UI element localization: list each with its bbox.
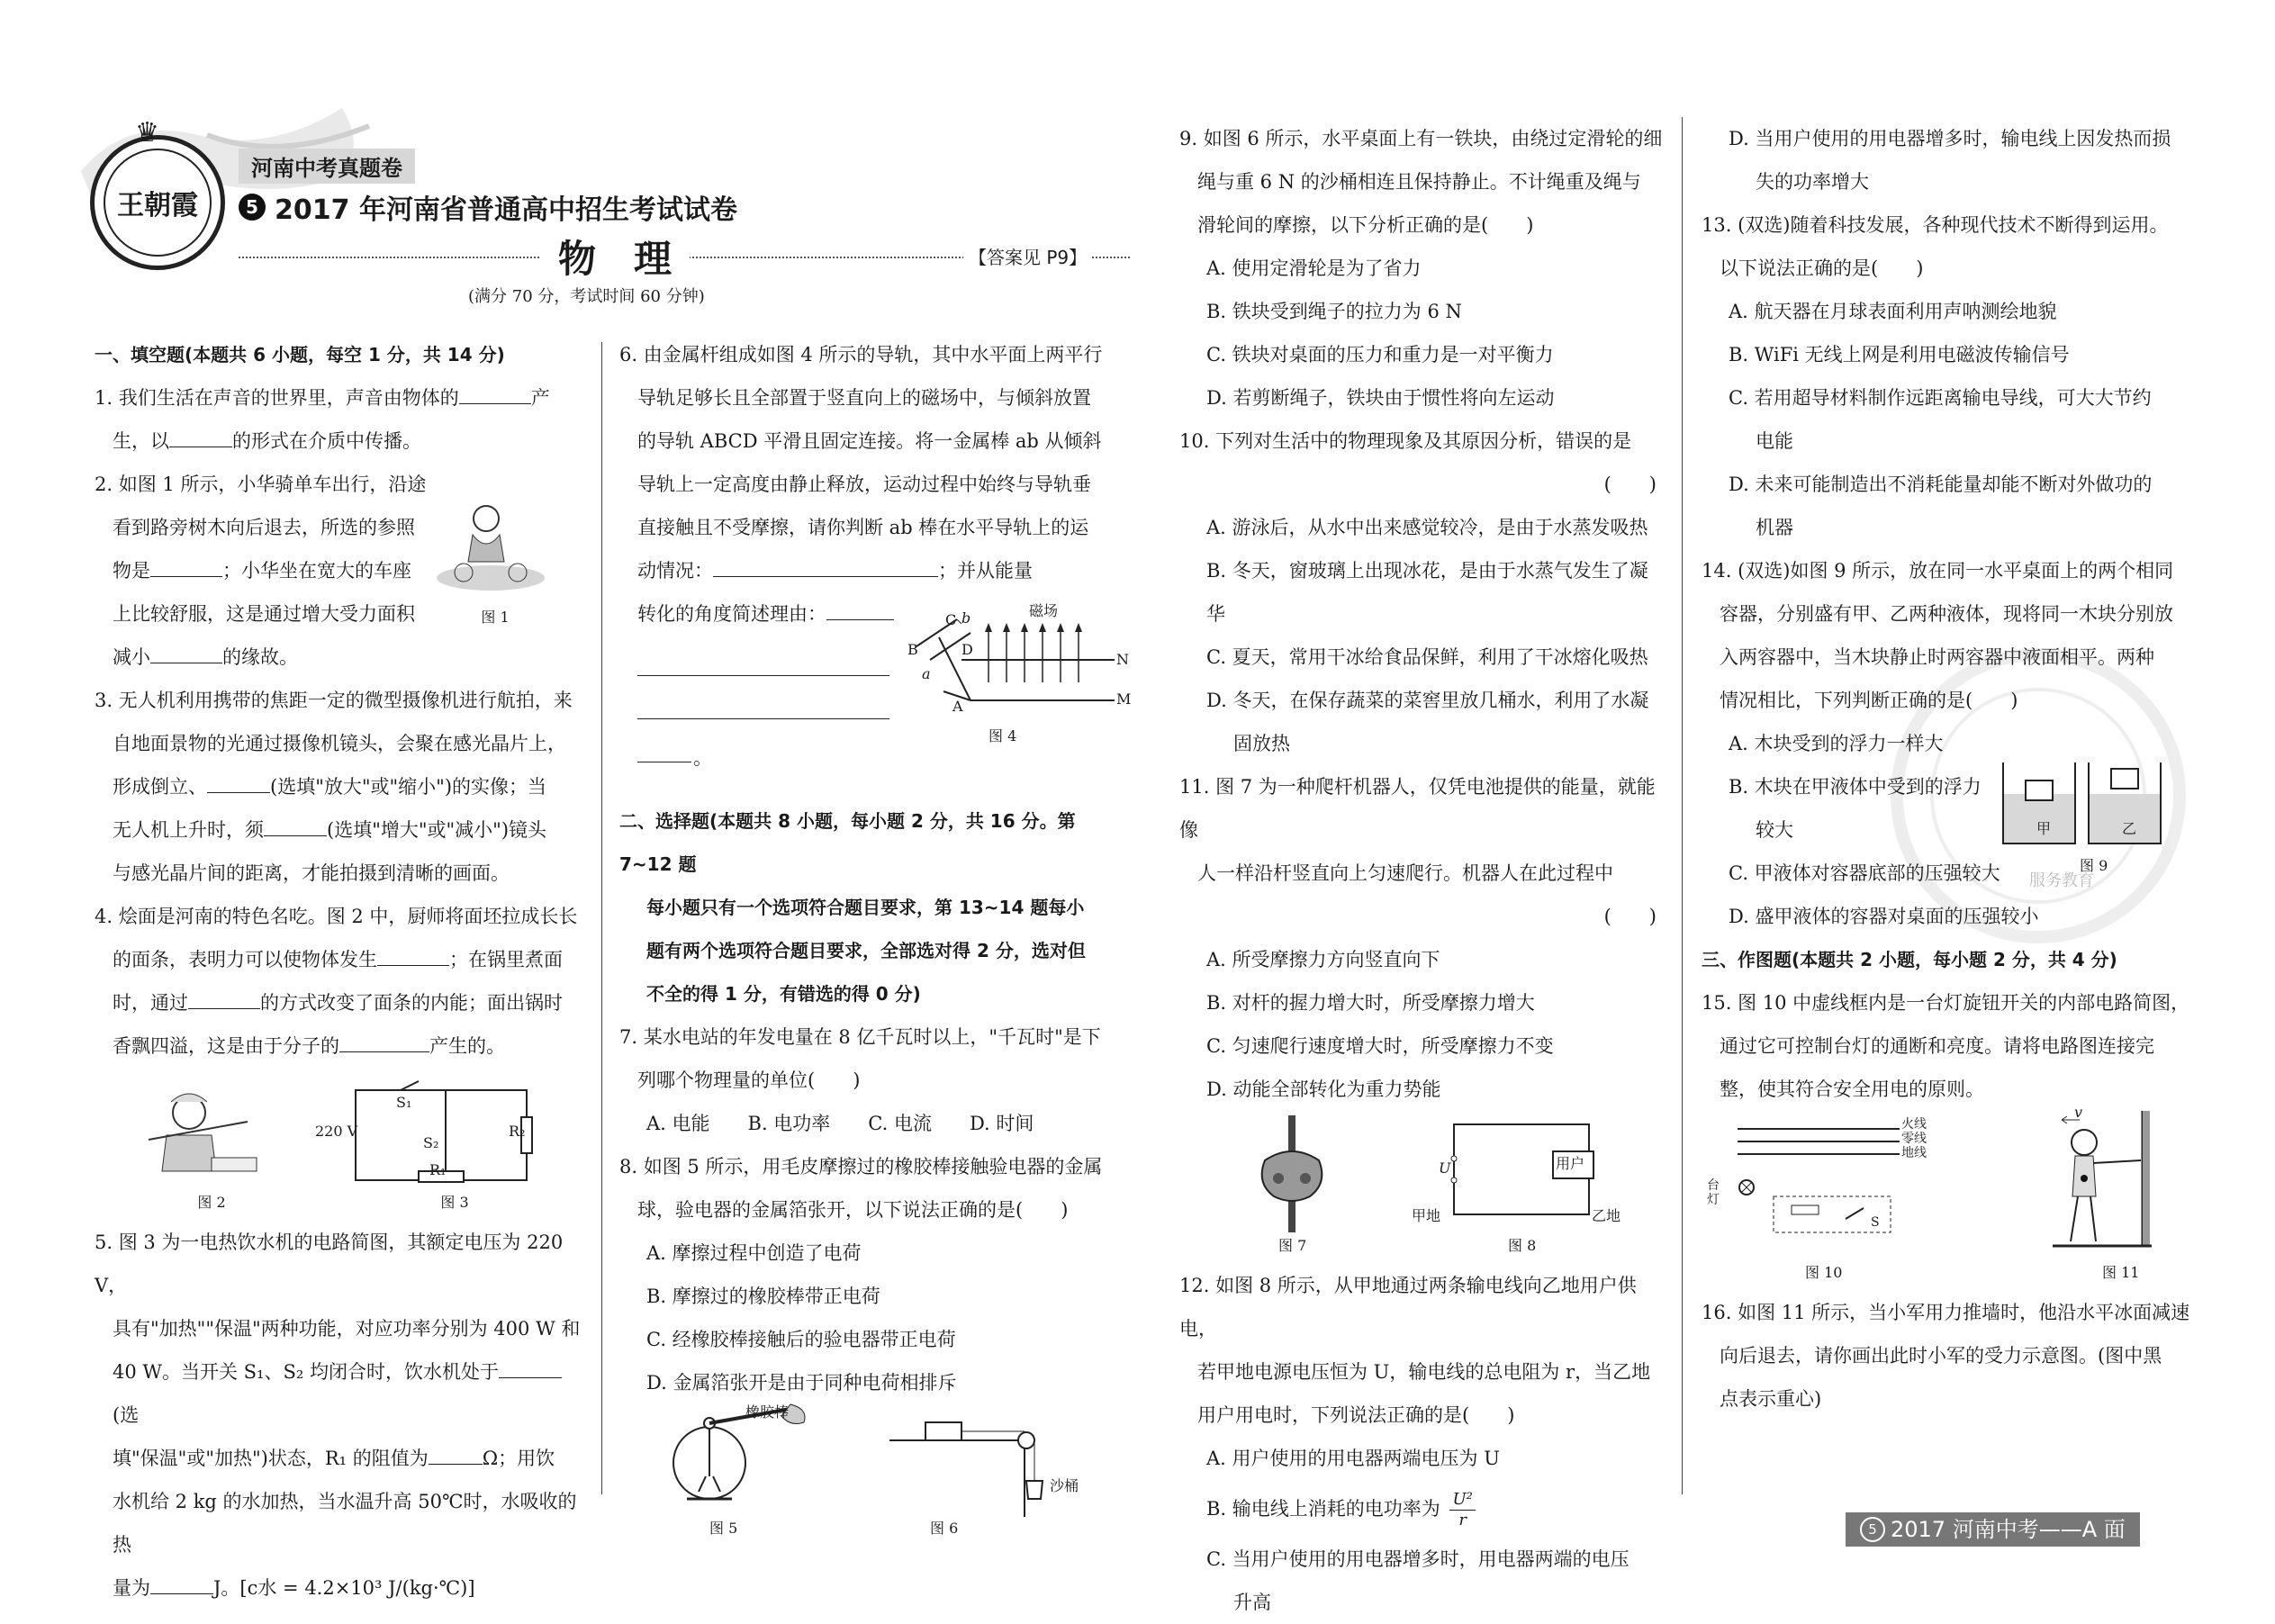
fig8-label: 甲地 bbox=[1412, 1207, 1441, 1224]
answer-blank[interactable] bbox=[339, 1032, 429, 1052]
fig10-label: 地线 bbox=[1901, 1146, 1927, 1160]
question-text: 量为 J。[c水 = 4.2×10³ J/(kg·℃)] bbox=[95, 1566, 581, 1610]
circuit-label: S₂ bbox=[423, 1134, 439, 1151]
question-text: 香飘四溢，这是由于分子的 产生的。 bbox=[95, 1024, 581, 1068]
question-5: 5. 图 3 为一电热饮水机的电路简图，其额定电压为 220 V， bbox=[95, 1232, 564, 1296]
figures-10-11 bbox=[1702, 1104, 2206, 1291]
question-text: 水机给 2 kg 的水加热，当水温升高 50℃时，水吸收的热 bbox=[113, 1491, 577, 1556]
exam-title-row bbox=[239, 187, 737, 227]
figure-10-wiring[interactable] bbox=[1720, 1117, 1927, 1246]
question-text: 具有"加热""保温"两种功能，对应功率分别为 400 W 和 bbox=[113, 1318, 581, 1340]
question-text: 若甲地电源电压恒为 U，输电线的总电阻为 r，当乙地 bbox=[1197, 1361, 1651, 1383]
option-a[interactable]: A. 航天器在月球表面利用声呐测绘地貌 bbox=[1729, 301, 2057, 322]
figure-4-rails bbox=[907, 601, 1124, 718]
fig4-label: B bbox=[907, 641, 918, 658]
question-text: 通过它可控制台灯的通断和亮度。请将电路图连接完 bbox=[1720, 1035, 2154, 1057]
question-text: 用户用电时，下列说法正确的是( ) bbox=[1197, 1404, 1515, 1426]
column-rule bbox=[601, 342, 602, 1494]
option-text: 失的功率增大 bbox=[1756, 171, 1869, 193]
figure-2-chef bbox=[149, 1086, 257, 1185]
q6-answer-area bbox=[619, 592, 1132, 799]
question-text: 容器，分别盛有甲、乙两种液体，现将同一木块分别放 bbox=[1720, 603, 2173, 625]
section-heading: 不全的得 1 分，有错选的得 0 分) bbox=[646, 983, 921, 1005]
column-4 bbox=[1702, 117, 2206, 1421]
question-1-line2: 生，以 的形式在介质中传播。 bbox=[95, 420, 581, 463]
figure-11-boy-wall bbox=[2044, 1111, 2170, 1255]
fig6-label: 沙桶 bbox=[1050, 1477, 1079, 1494]
logo-name: 王朝霞 bbox=[117, 190, 198, 221]
question-text: 导轨足够长且全部置于竖直向上的磁场中，与倾斜放置 bbox=[637, 387, 1091, 409]
circuit-label: R₁ bbox=[429, 1161, 447, 1178]
answer-blank[interactable] bbox=[499, 1358, 562, 1378]
column-1 bbox=[95, 333, 581, 1610]
question-text: 转化的角度简述理由： bbox=[619, 592, 1124, 636]
option-b[interactable]: B. 冬天，窗玻璃上出现冰花，是由于水蒸气发生了凝华 bbox=[1206, 560, 1648, 625]
fig4-label: M bbox=[1116, 690, 1132, 708]
fig10-label: 零线 bbox=[1901, 1132, 1927, 1146]
option-d[interactable]: D. 若剪断绳子，铁块由于惯性将向左运动 bbox=[1206, 387, 1555, 409]
question-14-options bbox=[1702, 722, 2206, 938]
answer-blank[interactable] bbox=[150, 556, 222, 577]
question-text: 减小 的缘故。 bbox=[95, 636, 581, 679]
answer-blank[interactable] bbox=[264, 816, 327, 836]
question-text: 人一样沿杆竖直向上匀速爬行。机器人在此过程中 bbox=[1197, 862, 1613, 884]
question-text: 情况相比，下列判断正确的是( ) bbox=[1720, 690, 2018, 711]
figure-6-pulley bbox=[889, 1413, 1070, 1521]
fraction-denominator: r bbox=[1458, 1511, 1467, 1529]
answer-blank[interactable] bbox=[713, 556, 938, 577]
fig4-label: A bbox=[952, 698, 963, 715]
fig4-label: N bbox=[1116, 651, 1129, 668]
question-text: 导轨上一定高度由静止释放，运动过程中始终与导轨垂 bbox=[637, 474, 1091, 495]
question-text: 整，使其符合安全用电的原则。 bbox=[1720, 1078, 1984, 1100]
fig4-label: C bbox=[945, 611, 957, 628]
figure-1-cyclist bbox=[437, 499, 554, 598]
option-d[interactable]: D. 未来可能制造出不消耗能量却能不断对外做功的 bbox=[1729, 474, 2153, 495]
option-c[interactable]: C. 匀速爬行速度增大时，所受摩擦力不变 bbox=[1206, 1035, 1554, 1057]
section-heading: 题有两个选项符合题目要求，全部选对得 2 分，选对但 bbox=[646, 940, 1086, 961]
fig9-label: 甲 bbox=[2036, 820, 2052, 837]
question-text: 2. 如图 1 所示，小华骑单车出行，沿途 bbox=[95, 474, 427, 495]
figure-3-circuit bbox=[347, 1081, 563, 1189]
fig10-label: S bbox=[1871, 1215, 1880, 1230]
answer-blank[interactable] bbox=[429, 1444, 483, 1465]
question-text: ( ) bbox=[1603, 906, 1657, 927]
question-12: 12. 如图 8 所示，从甲地通过两条输电线向乙地用户供电， bbox=[1179, 1275, 1637, 1340]
question-text: 上比较舒服，这是通过增大受力面积 bbox=[113, 603, 415, 625]
exam-title: 2017 年河南省普通高中招生考试试卷 bbox=[275, 194, 737, 226]
option-c[interactable]: C. 当用户使用的用电器增多时，用电器两端的电压 bbox=[1206, 1548, 1630, 1570]
question-15: 15. 图 10 中虚线框内是一台灯旋钮开关的内部电路简图， bbox=[1702, 992, 2190, 1014]
option-c[interactable]: C. 夏天，常用干冰给食品保鲜，利用了干冰熔化吸热 bbox=[1206, 646, 1648, 668]
figure-caption: 图 8 bbox=[1508, 1237, 1537, 1254]
question-text: 自地面景物的光通过摄像机镜头，会聚在感光晶片上， bbox=[113, 733, 566, 754]
question-7: 7. 某水电站的年发电量在 8 亿千瓦时以上，"千瓦时"是下 bbox=[619, 1026, 1101, 1048]
option-b[interactable]: B. 摩擦过的橡胶棒带正电荷 bbox=[646, 1286, 880, 1307]
question-3: 3. 无人机利用携带的焦距一定的微型摄像机进行航拍，来 bbox=[95, 690, 573, 711]
question-16: 16. 如图 11 所示，当小军用力推墙时，他沿水平冰面减速 bbox=[1702, 1302, 2190, 1323]
answer-blank[interactable] bbox=[207, 772, 270, 793]
question-text: 看到路旁树木向后退去，所选的参照 bbox=[113, 517, 415, 538]
question-text: 的导轨 ABCD 平滑且固定连接。将一金属棒 ab 从倾斜 bbox=[637, 430, 1102, 452]
option-text: 固放热 bbox=[1233, 733, 1290, 754]
figure-caption: 图 3 bbox=[440, 1194, 469, 1211]
option-a[interactable]: A. 木块受到的浮力一样大 bbox=[1729, 733, 1944, 754]
answer-ref: 【答案见 P9】 bbox=[963, 243, 1092, 269]
figure-caption: 图 9 bbox=[2080, 857, 2108, 874]
fig4-label: b bbox=[961, 609, 971, 627]
answer-blank[interactable] bbox=[169, 427, 232, 447]
option-a[interactable]: A. 所受摩擦力方向竖直向下 bbox=[1206, 949, 1440, 970]
figure-caption: 图 2 bbox=[197, 1194, 226, 1211]
option-c[interactable]: C. 铁块对桌面的压力和重力是一对平衡力 bbox=[1206, 344, 1554, 365]
question-text: 40 W。当开关 S₁、S₂ 均闭合时，饮水机处于(选 bbox=[95, 1350, 581, 1437]
option-a[interactable]: A. 游泳后，从水中出来感觉较冷，是由于水蒸发吸热 bbox=[1206, 517, 1648, 538]
section-heading: 一、填空题(本题共 6 小题，每空 1 分，共 14 分) bbox=[95, 344, 505, 365]
logo-badge bbox=[90, 135, 225, 270]
question-text: 无人机上升时，须 (选填"增大"或"减小")镜头 bbox=[95, 808, 581, 852]
question-text: 向后退去，请你画出此时小军的受力示意图。(图中黑 bbox=[1720, 1345, 2162, 1367]
series-label: 河南中考真题卷 bbox=[239, 149, 415, 184]
answer-blank[interactable] bbox=[637, 699, 889, 719]
fraction-numerator: U² bbox=[1449, 1490, 1475, 1511]
figure-caption: 图 6 bbox=[930, 1520, 959, 1537]
option-b[interactable]: B. 木块在甲液体中受到的浮力 bbox=[1729, 776, 1982, 798]
question-text: 绳与重 6 N 的沙桶相连且保持静止。不计绳重及绳与 bbox=[1197, 171, 1641, 193]
question-4: 4. 烩面是河南的特色名吃。图 2 中，厨师将面坯拉成长长 bbox=[95, 906, 578, 927]
question-text: 直接触且不受摩擦，请你判断 ab 棒在水平导轨上的运 bbox=[637, 517, 1089, 538]
option-d[interactable]: D. 金属箔张开是由于同种电荷相排斥 bbox=[646, 1372, 957, 1394]
question-text: 时，通过 的方式改变了面条的内能；面出锅时 bbox=[95, 981, 581, 1024]
question-text: 的面条，表明力可以使物体发生 ；在锅里煮面 bbox=[95, 938, 581, 981]
header bbox=[72, 99, 1134, 315]
question-text: 与感光晶片间的距离，才能拍摄到清晰的画面。 bbox=[113, 862, 510, 884]
question-text: 点表示重心) bbox=[1720, 1388, 1822, 1410]
option-c[interactable]: C. 经橡胶棒接触后的验电器带正电荷 bbox=[646, 1329, 956, 1350]
figure-caption: 图 1 bbox=[481, 609, 510, 626]
answer-blank[interactable] bbox=[377, 945, 449, 966]
option-text: 电能 bbox=[1756, 430, 1793, 452]
option-b[interactable]: B. 铁块受到绳子的拉力为 6 N bbox=[1206, 301, 1462, 322]
question-7-options[interactable]: A. 电能 B. 电功率 C. 电流 D. 时间 bbox=[646, 1113, 1034, 1134]
question-14: 14. (双选)如图 9 所示，放在同一水平桌面上的两个相同 bbox=[1702, 560, 2174, 582]
option-c[interactable]: C. 若用超导材料制作远距离输电导线，可大大节约 bbox=[1729, 387, 2152, 409]
question-text: 球，验电器的金属箔张开，以下说法正确的是( ) bbox=[637, 1199, 1069, 1221]
question-text: 填"保温"或"加热")状态，R₁ 的阻值为 Ω；用饮 bbox=[95, 1437, 581, 1480]
figures-5-6 bbox=[619, 1404, 1124, 1539]
fig4-label: 磁场 bbox=[1029, 602, 1059, 619]
question-6: 6. 由金属杆组成如图 4 所示的导轨，其中水平面上两平行 bbox=[619, 344, 1103, 365]
fig11-label: v bbox=[2074, 1104, 2083, 1121]
figure-5-electroscope bbox=[655, 1409, 817, 1517]
column-rule bbox=[1682, 117, 1683, 1494]
subject-title: 物 理 bbox=[540, 230, 690, 284]
fig8-label: 用户 bbox=[1556, 1155, 1585, 1172]
option-c[interactable]: C. 甲液体对容器底部的压强较大 bbox=[1729, 862, 2000, 884]
option-b[interactable]: B. WiFi 无线上网是利用电磁波传输信号 bbox=[1729, 344, 2070, 365]
figure-caption: 图 4 bbox=[989, 727, 1017, 744]
option-text: 升高 bbox=[1233, 1592, 1271, 1613]
section-heading: 三、作图题(本题共 2 小题，每小题 2 分，共 4 分) bbox=[1702, 949, 2117, 970]
figure-9-containers bbox=[1999, 758, 2170, 848]
fig10-label: 火线 bbox=[1901, 1117, 1927, 1132]
section-heading: 二、选择题(本题共 8 小题，每小题 2 分，共 16 分。第 7~12 题 bbox=[619, 810, 1076, 875]
question-text: 滑轮间的摩擦，以下分析正确的是( ) bbox=[1197, 214, 1534, 236]
question-text: 列哪个物理量的单位( ) bbox=[637, 1069, 861, 1091]
answer-blank[interactable] bbox=[150, 643, 222, 663]
option-text: 机器 bbox=[1756, 517, 1793, 538]
option-a[interactable]: A. 用户使用的用电器两端电压为 U bbox=[1206, 1448, 1500, 1469]
answer-blank[interactable] bbox=[150, 1574, 213, 1594]
answer-blank[interactable] bbox=[637, 655, 889, 676]
answer-blank[interactable] bbox=[188, 988, 260, 1009]
circuit-label: 220 V bbox=[315, 1123, 358, 1140]
column-3 bbox=[1179, 117, 1666, 1624]
page-footer bbox=[1846, 1512, 2140, 1547]
question-1: 1. 我们生活在声音的世界里，声音由物体的 产 bbox=[95, 376, 581, 420]
option-d[interactable]: D. 当用户使用的用电器增多时，输电线上因发热而损 bbox=[1729, 128, 2171, 149]
fig9-label: 乙 bbox=[2122, 820, 2137, 837]
figure-caption: 图 5 bbox=[709, 1520, 738, 1537]
figure-7-robot bbox=[1247, 1115, 1337, 1232]
answer-blank[interactable] bbox=[459, 383, 531, 404]
figures-2-3 bbox=[95, 1068, 581, 1221]
option-text: B. 输电线上消耗的电功率为 bbox=[1206, 1498, 1440, 1520]
answer-blank[interactable] bbox=[826, 600, 894, 620]
question-text: 。 bbox=[693, 747, 712, 769]
option-a[interactable]: A. 摩擦过程中创造了电荷 bbox=[646, 1242, 862, 1264]
fig8-label: 乙地 bbox=[1592, 1207, 1621, 1224]
section-heading: 每小题只有一个选项符合题目要求，第 13~14 题每小 bbox=[646, 897, 1085, 918]
question-text: 以下说法正确的是( ) bbox=[1720, 257, 1924, 279]
fraction bbox=[1449, 1490, 1475, 1530]
crown-icon: ♛ bbox=[135, 117, 159, 149]
question-11: 11. 图 7 为一种爬杆机器人，仅凭电池提供的能量，就能像 bbox=[1179, 776, 1656, 841]
circuit-label: R₂ bbox=[509, 1123, 526, 1140]
circuit-label: S₁ bbox=[396, 1094, 412, 1111]
option-d[interactable]: D. 盛甲液体的容器对桌面的压强较小 bbox=[1729, 906, 2039, 927]
figure-8-circuit bbox=[1445, 1124, 1607, 1223]
question-text: 入两容器中，当木块静止时两容器中液面相平。两种 bbox=[1720, 646, 2154, 668]
fig8-label: U bbox=[1439, 1159, 1451, 1177]
figure-caption: 图 7 bbox=[1278, 1237, 1307, 1254]
fig5-label: 橡胶棒 bbox=[745, 1403, 790, 1421]
question-8: 8. 如图 5 所示，用毛皮摩擦过的橡胶棒接触验电器的金属 bbox=[619, 1156, 1103, 1177]
column-2 bbox=[619, 333, 1132, 1539]
footer-badge: 5 bbox=[1860, 1517, 1885, 1542]
question-2 bbox=[95, 463, 581, 679]
question-text: 形成倒立、 (选填"放大"或"缩小")的实像；当 bbox=[95, 765, 581, 808]
figure-caption: 图 10 bbox=[1805, 1264, 1843, 1281]
fig10-label: 台灯 bbox=[1707, 1178, 1720, 1207]
figures-7-8 bbox=[1179, 1111, 1666, 1264]
question-13: 13. (双选)随着科技发展，各种现代技术不断得到运用。 bbox=[1702, 214, 2169, 236]
fig4-label: a bbox=[922, 665, 931, 682]
option-b[interactable]: B. 对杆的握力增大时，所受摩擦力增大 bbox=[1206, 992, 1535, 1014]
question-text: 物是 ；小华坐在宽大的车座 bbox=[95, 549, 581, 592]
option-d[interactable]: D. 冬天，在保存蔬菜的菜窖里放几桶水，利用了水凝 bbox=[1206, 690, 1649, 711]
option-b[interactable] bbox=[1179, 1480, 1666, 1538]
watermark-text: 服务教育 bbox=[2029, 871, 2094, 890]
option-text: 较大 bbox=[1756, 819, 1793, 841]
footer-text: 2017 河南中考——A 面 bbox=[1891, 1517, 2126, 1542]
question-text: 动情况： ；并从能量 bbox=[619, 549, 1124, 592]
answer-blank[interactable] bbox=[637, 742, 691, 762]
figure-caption: 图 11 bbox=[2102, 1264, 2140, 1281]
question-10: 10. 下列对生活中的物理现象及其原因分析，错误的是 bbox=[1179, 430, 1632, 452]
question-9: 9. 如图 6 所示，水平桌面上有一铁块，由绕过定滑轮的细 bbox=[1179, 128, 1663, 149]
fig4-label: D bbox=[961, 641, 973, 658]
question-text: ( ) bbox=[1603, 474, 1657, 495]
option-d[interactable]: D. 动能全部转化为重力势能 bbox=[1206, 1078, 1441, 1100]
option-a[interactable]: A. 使用定滑轮是为了省力 bbox=[1206, 257, 1422, 279]
badge-number: 5 bbox=[239, 194, 266, 221]
exam-meta: (满分 70 分，考试时间 60 分钟) bbox=[468, 287, 705, 306]
